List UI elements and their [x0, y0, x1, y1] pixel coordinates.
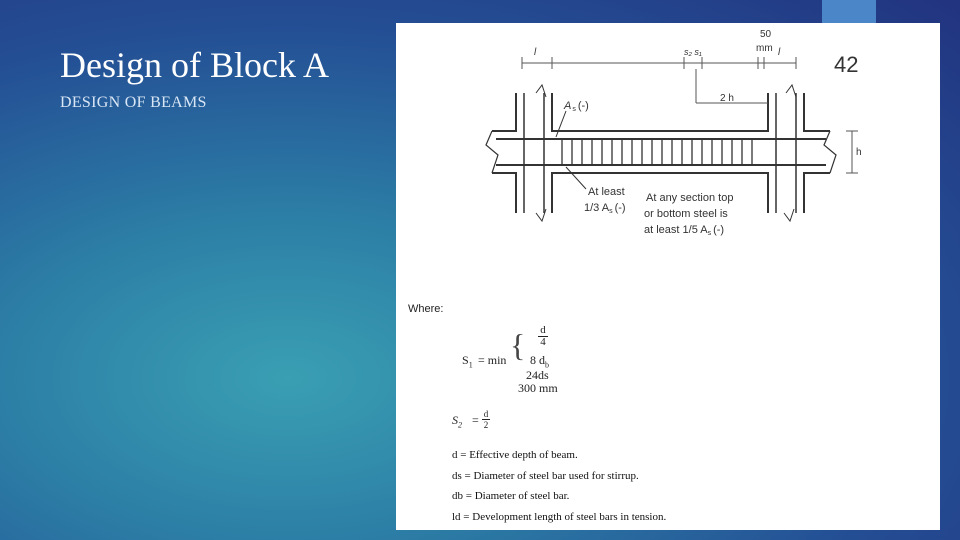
definition-item: ds = Diameter of steel bar used for stirrup.	[452, 469, 639, 482]
s1-lhs: $S_1$	[462, 353, 473, 370]
slide-subtitle: DESIGN OF BEAMS	[60, 94, 207, 111]
at-least-label-2: 1/3 As (-)	[584, 202, 626, 215]
option-300mm: 300 mm	[518, 381, 558, 395]
dim-mm-label: mm	[756, 43, 773, 54]
option-24ds: 24ds	[526, 368, 549, 382]
ld-left-label: l	[534, 47, 537, 58]
any-section-label-1: At any section top	[646, 192, 734, 204]
as-top-label: As (-)	[564, 100, 589, 113]
definition-item: ld = Development length of steel bars in tension.	[452, 510, 667, 523]
s2-fraction: d 2	[483, 409, 489, 430]
s1-eq: = min	[478, 353, 507, 367]
s2-lhs: $S_2$	[452, 413, 462, 430]
dim-h-label: h	[856, 147, 862, 158]
definition-item: db = Diameter of steel bar.	[452, 490, 570, 502]
dim-2h-label: 2 h	[720, 93, 734, 104]
curly-brace: {	[510, 327, 526, 363]
any-section-label-3: at least 1/5 As (-)	[644, 224, 725, 237]
where-label: Where:	[408, 303, 444, 315]
ld-right-label: l	[778, 47, 781, 58]
slide-title: Design of Block A	[60, 45, 329, 85]
at-least-label-1: At least	[588, 186, 625, 198]
definitions-list	[452, 445, 666, 527]
accent-tab	[822, 0, 876, 24]
s2-s1-label: s₂ s₁	[684, 47, 702, 57]
figure-panel	[396, 23, 940, 530]
any-section-label-2: or bottom steel is	[644, 208, 728, 220]
dim-50-label: 50	[760, 29, 772, 40]
s2-eq: =	[472, 413, 479, 427]
option-d-over-4: d 4	[538, 325, 548, 348]
page-number: 42	[834, 52, 859, 77]
definition-item: d = Effective depth of beam.	[452, 449, 578, 461]
option-8db: 8 $d_b$	[530, 353, 549, 370]
